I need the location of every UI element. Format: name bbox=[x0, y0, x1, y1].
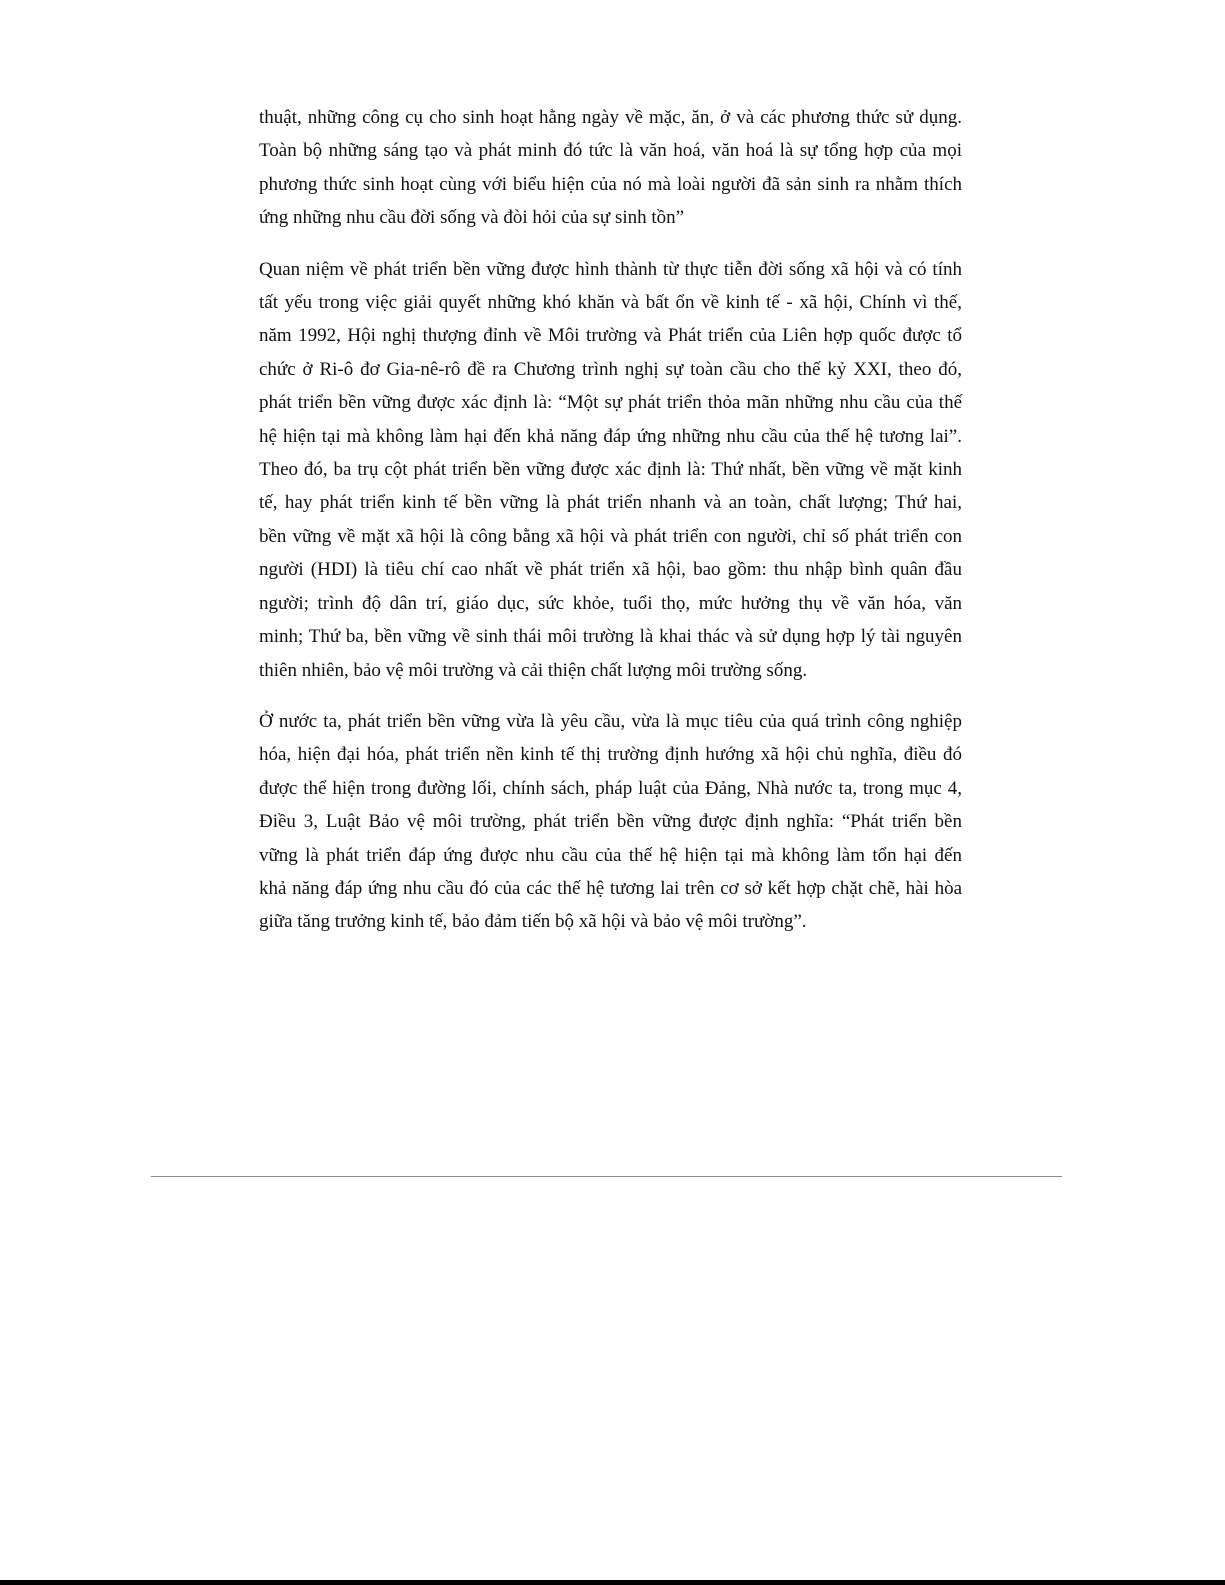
bottom-edge-bar bbox=[0, 1580, 1225, 1585]
paragraph-sustainable-development-concept bbox=[259, 253, 962, 687]
text-line: tất yếu trong việc giải quyết những khó khăn và bất ổn về kinh tế - xã hội, Chính vì thế, bbox=[259, 292, 962, 314]
text-line: năm 1992, Hội nghị thượng đỉnh về Môi trường và Phát triển của Liên hợp quốc được tổ bbox=[259, 325, 962, 347]
text-line: hóa, hiện đại hóa, phát triển nền kinh tế thị trường định hướng xã hội chủ nghĩa, điều đó bbox=[259, 744, 962, 766]
text-line: được thể hiện trong đường lối, chính sách, pháp luật của Đảng, Nhà nước ta, trong mục 4, bbox=[259, 777, 962, 799]
text-line: Ở nước ta, phát triển bền vững vừa là yêu cầu, vừa là mục tiêu của quá trình công nghiệp bbox=[259, 710, 962, 732]
page-divider bbox=[151, 1176, 1062, 1177]
text-line: phát triển bền vững được xác định là: “Một sự phát triển thỏa mãn những nhu cầu của thế bbox=[259, 392, 962, 414]
text-line: hệ hiện tại mà không làm hại đến khả năng đáp ứng những nhu cầu của thế hệ tương lai”. bbox=[259, 425, 962, 447]
paragraph-vietnam-sustainable-development bbox=[259, 705, 962, 939]
text-line: minh; Thứ ba, bền vững về sinh thái môi trường là khai thác và sử dụng hợp lý tài nguyên bbox=[259, 626, 962, 648]
text-line: khả năng đáp ứng nhu cầu đó của các thế hệ tương lai trên cơ sở kết hợp chặt chẽ, hài hòa bbox=[259, 877, 962, 899]
text-line: Quan niệm về phát triển bền vững được hình thành từ thực tiễn đời sống xã hội và có tính bbox=[259, 258, 962, 280]
text-column bbox=[259, 101, 962, 957]
text-line: tế, hay phát triển kinh tế bền vững là phát triển nhanh và an toàn, chất lượng; Thứ hai, bbox=[259, 492, 962, 514]
text-line: giữa tăng trưởng kinh tế, bảo đảm tiến bộ xã hội và bảo vệ môi trường”. bbox=[259, 911, 807, 933]
text-line: Toàn bộ những sáng tạo và phát minh đó tức là văn hoá, văn hoá là sự tổng hợp của mọi bbox=[259, 140, 962, 162]
text-line: thuật, những công cụ cho sinh hoạt hằng ngày về mặc, ăn, ở và các phương thức sử dụng. bbox=[259, 107, 962, 128]
text-line: vững là phát triển đáp ứng được nhu cầu của thế hệ hiện tại mà không làm tổn hại đến bbox=[259, 844, 962, 866]
text-line: Điều 3, Luật Bảo vệ môi trường, phát triển bền vững được định nghĩa: “Phát triển bền bbox=[259, 811, 962, 833]
text-line: bền vững về mặt xã hội là công bằng xã hội và phát triển con người, chỉ số phát triển con bbox=[259, 525, 962, 547]
text-line: ứng những nhu cầu đời sống và đòi hỏi của sự sinh tồn” bbox=[259, 207, 685, 229]
text-line: người (HDI) là tiêu chí cao nhất về phát triển xã hội, bao gồm: thu nhập bình quân đầu bbox=[259, 559, 962, 581]
text-line: chức ở Ri-ô đơ Gia-nê-rô đề ra Chương trình nghị sự toàn cầu cho thế kỷ XXI, theo đó, bbox=[259, 358, 962, 380]
text-line: Theo đó, ba trụ cột phát triển bền vững được xác định là: Thứ nhất, bền vững về mặt kinh bbox=[259, 459, 962, 481]
paragraph-culture-definition bbox=[259, 101, 962, 235]
text-line: người; trình độ dân trí, giáo dục, sức khỏe, tuổi thọ, mức hưởng thụ về văn hóa, văn bbox=[259, 592, 962, 614]
text-line: thiên nhiên, bảo vệ môi trường và cải thiện chất lượng môi trường sống. bbox=[259, 659, 808, 681]
text-line: phương thức sinh hoạt cùng với biểu hiện của nó mà loài người đã sản sinh ra nhằm thích bbox=[259, 173, 962, 195]
